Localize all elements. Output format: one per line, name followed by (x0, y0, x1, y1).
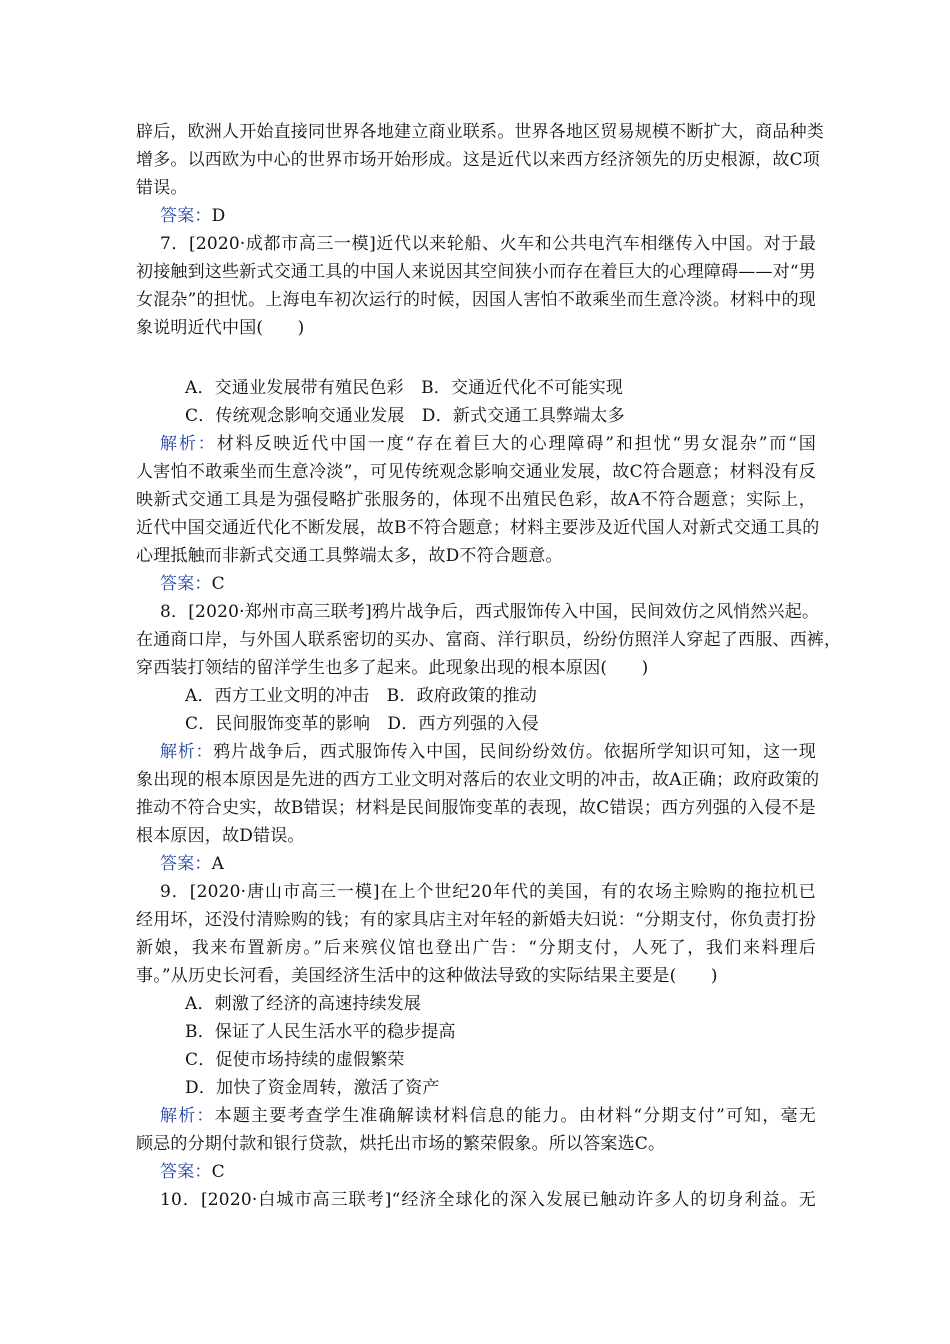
option-line: A．刺激了经济的高速持续发展 (185, 994, 422, 1014)
option-line: C．传统观念影响交通业发展 D．新式交通工具弊端太多 (185, 406, 625, 426)
answer-label: 答案： (160, 854, 212, 874)
text-line: 女混杂”的担忧。上海电车初次运行的时候，因国人害怕不敢乘坐而生意冷淡。材料中的现 (136, 290, 816, 310)
answer-line (160, 202, 816, 230)
option-line: A．交通业发展带有殖民色彩 B．交通近代化不可能实现 (185, 378, 623, 398)
answer-line (160, 850, 816, 878)
answer-value: A (211, 854, 225, 874)
text-line: 心理抵触而非新式交通工具弊端太多，故D不符合题意。 (136, 546, 563, 566)
analysis-label: 解析： (160, 1106, 215, 1126)
text-line: 推动不符合史实，故B错误；材料是民间服饰变革的表现，故C错误；西方列强的入侵不是 (136, 798, 816, 818)
answer-value: D (211, 206, 226, 226)
option-line: C．民间服饰变革的影响 D．西方列强的入侵 (185, 714, 539, 734)
text-line: 映新式交通工具是为强侵略扩张服务的，体现不出殖民色彩，故A不符合题意；实际上， (136, 490, 816, 510)
option-line: C．促使市场持续的虚假繁荣 (185, 1050, 405, 1070)
text-line: 根本原因，故D错误。 (136, 826, 305, 846)
answer-value: C (211, 574, 225, 594)
option-line: A．西方工业文明的冲击 B．政府政策的推动 (185, 686, 537, 706)
text-line: 错误。 (136, 178, 188, 198)
text-line: 辟后，欧洲人开始直接同世界各地建立商业联系。世界各地区贸易规模不断扩大，商品种类 (136, 122, 824, 142)
answer-line (160, 1158, 816, 1186)
text-line: 新娘，我来布置新房。”后来殡仪馆也登出广告：“分期支付，人死了，我们来料理后 (136, 938, 816, 958)
question-7-stem: 7．[2020·成都市高三一模]近代以来轮船、火车和公共电汽车相继传入中国。对于最 (160, 234, 816, 254)
text-line: 在通商口岸，与外国人联系密切的买办、富商、洋行职员，纷纷仿照洋人穿起了西服、西裤， (136, 630, 842, 650)
text-line: 增多。以西欧为中心的世界市场开始形成。这是近代以来西方经济领先的历史根源，故C项 (136, 150, 821, 170)
answer-value: C (211, 1162, 225, 1182)
text-line: 穿西装打领结的留洋学生也多了起来。此现象出现的根本原因( ) (136, 658, 649, 678)
analysis-line: 解析：本题主要考查学生准确解读材料信息的能力。由材料“分期支付”可知，毫无 (160, 1106, 816, 1126)
question-9-stem: 9．[2020·唐山市高三一模]在上个世纪20年代的美国，有的农场主赊购的拖拉机已 (160, 882, 816, 902)
option-line: B．保证了人民生活水平的稳步提高 (185, 1022, 456, 1042)
answer-label: 答案： (160, 206, 212, 226)
text-line: 象出现的根本原因是先进的西方工业文明对落后的农业文明的冲击，故A正确；政府政策的 (136, 770, 820, 790)
analysis-label: 解析： (160, 742, 214, 762)
analysis-line: 解析：鸦片战争后，西式服饰传入中国，民间纷纷效仿。依据所学知识可知，这一现 (160, 742, 816, 762)
option-line: D．加快了资金周转，激活了资产 (185, 1078, 440, 1098)
text-line: 顾忌的分期付款和银行贷款，烘托出市场的繁荣假象。所以答案选C。 (136, 1134, 666, 1154)
answer-label: 答案： (160, 574, 212, 594)
question-8-stem: 8．[2020·郑州市高三联考]鸦片战争后，西式服饰传入中国，民间效仿之风悄然兴起。 (160, 602, 820, 622)
text-line: 人害怕不敢乘坐而生意冷淡”，可见传统观念影响交通业发展，故C符合题意；材料没有反 (136, 462, 816, 482)
text-line: 初接触到这些新式交通工具的中国人来说因其空间狭小而存在着巨大的心理障碍——对“男 (136, 262, 816, 282)
analysis-line: 解析：材料反映近代中国一度“存在着巨大的心理障碍”和担忧“男女混杂”而“国 (160, 434, 816, 454)
analysis-label: 解析： (160, 434, 217, 454)
text-line: 事。”从历史长河看，美国经济生活中的这种做法导致的实际结果主要是( ) (136, 966, 718, 986)
text-line: 经用坏，还没付清赊购的钱；有的家具店主对年轻的新婚夫妇说：“分期支付，你负责打扮 (136, 910, 816, 930)
question-10-stem: 10．[2020·白城市高三联考]“经济全球化的深入发展已触动许多人的切身利益。无 (160, 1190, 816, 1210)
text-line: 象说明近代中国( ) (136, 318, 305, 338)
answer-label: 答案： (160, 1162, 212, 1182)
text-line: 近代中国交通近代化不断发展，故B不符合题意；材料主要涉及近代国人对新式交通工具的 (136, 518, 820, 538)
answer-line (160, 570, 816, 598)
